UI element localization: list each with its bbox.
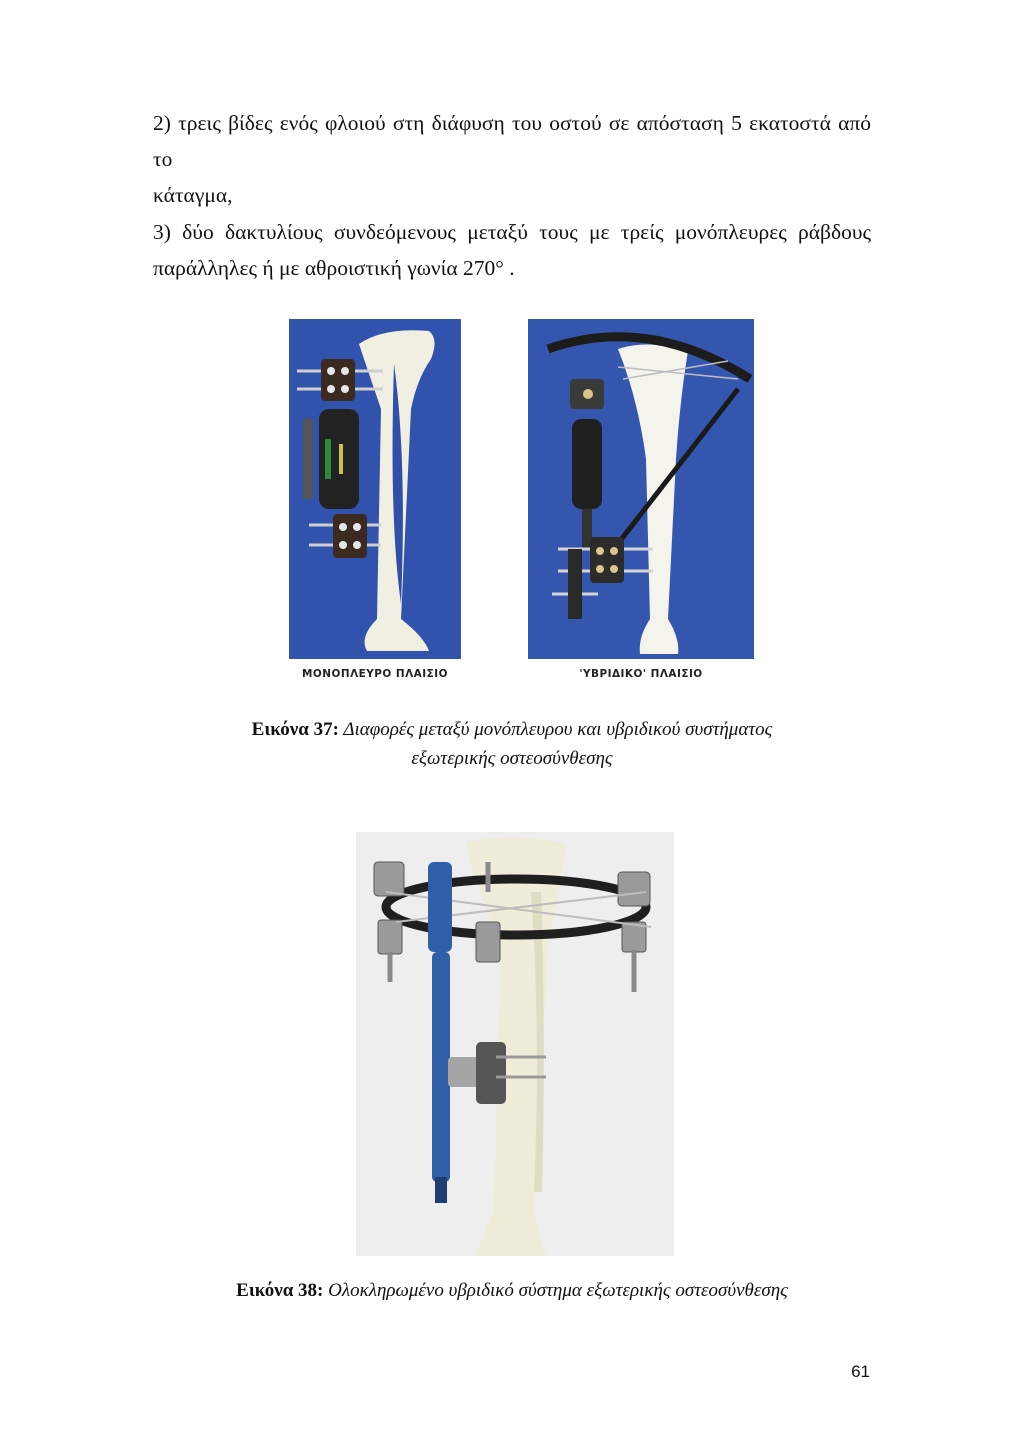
complete-hybrid-system-photo — [356, 832, 674, 1256]
hybrid-frame-photo — [528, 319, 754, 659]
paragraph-line: 2) τρεις βίδες ενός φλοιού στη διάφυση του οστού σε απόσταση 5 εκατοστά από το — [153, 111, 871, 171]
paragraph-item-2 — [153, 105, 871, 213]
figure-38-caption-lead: Εικόνα 38: — [236, 1280, 324, 1301]
hybrid-frame-label: 'ΥΒΡΙΔΙΚΟ' ΠΛΑΙΣΙΟ — [579, 667, 703, 680]
figure-38-caption-text: Ολοκληρωμένο υβριδικό σύστημα εξωτερικής οστεοσύνθεσης — [323, 1280, 788, 1301]
monolateral-frame-image — [289, 319, 461, 659]
figure-37-caption-line1: Διαφορές μεταξύ μονόπλευρου και υβριδικού συστήματος — [338, 719, 773, 740]
complete-hybrid-system-image — [356, 832, 674, 1256]
paragraph-line: κάταγμα, — [153, 183, 233, 207]
monolateral-frame-photo — [289, 319, 461, 659]
paragraph-line: 3) δύο δακτυλίους συνδεόμενους μεταξύ τους με τρείς μονόπλευρες ράβδους — [153, 220, 871, 244]
monolateral-frame-label: ΜΟΝΟΠΛΕΥΡΟ ΠΛΑΙΣΙΟ — [302, 667, 448, 680]
paragraph-line: παράλληλες ή με αθροιστική γωνία 270° . — [153, 256, 515, 280]
hybrid-frame-image — [528, 319, 754, 659]
paragraph-item-3 — [153, 214, 871, 286]
figure-37-caption-lead: Εικόνα 37: — [251, 719, 339, 740]
figure-37-caption — [150, 715, 874, 773]
figure-38-caption — [150, 1276, 874, 1305]
page-number: 61 — [851, 1362, 870, 1381]
figure-37-caption-line2: εξωτερικής οστεοσύνθεσης — [411, 748, 613, 769]
